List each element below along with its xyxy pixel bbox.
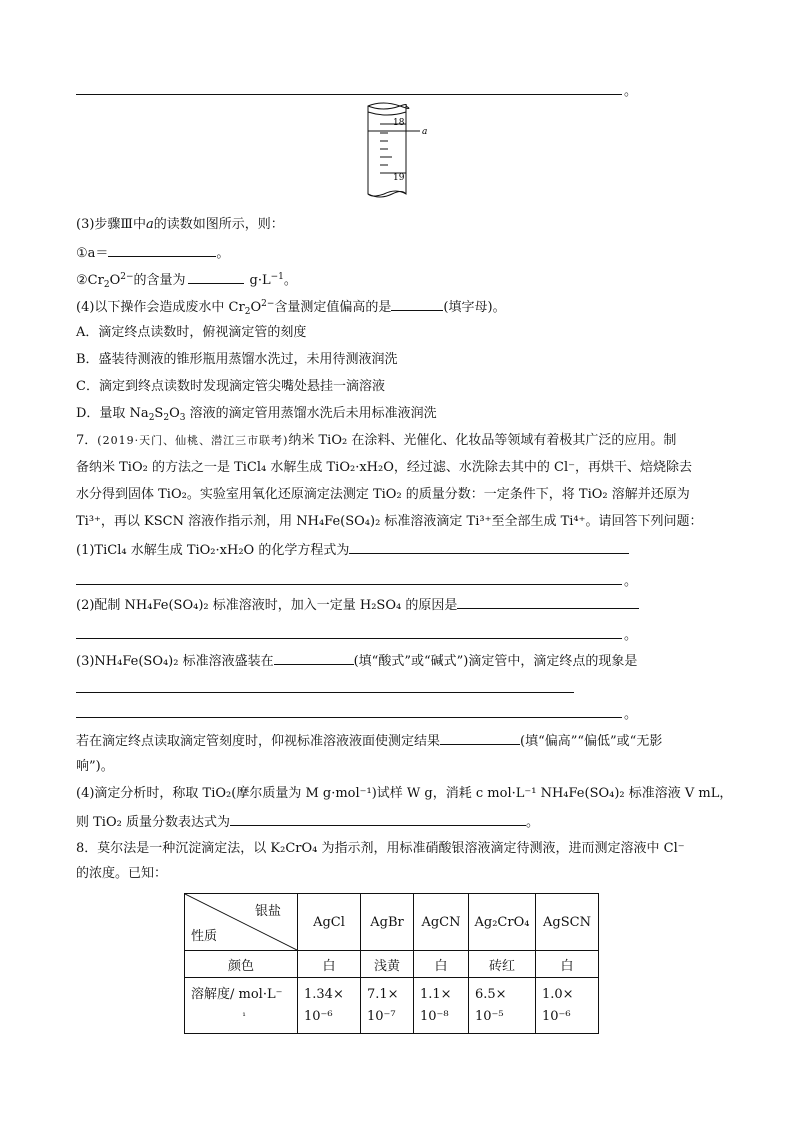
answer-blank: [440, 731, 520, 745]
q7-line-2: 备纳米 TiO₂ 的方法之一是 TiCl₄ 水解生成 TiO₂·xH₂O，经过滤、水洗除去其中的 Cl⁻，再烘干、焙烧除去: [76, 460, 692, 475]
corner-bottom-label: 性质: [191, 929, 218, 944]
answer-blank: [230, 812, 526, 826]
table-header-cell: AgSCN: [536, 894, 599, 951]
table-row-color: [185, 951, 599, 978]
q3-part1: ①a＝ 。: [76, 243, 720, 263]
answer-blank: [457, 595, 639, 609]
table-cell: 7.1× 10⁻⁷: [361, 978, 414, 1034]
table-header-cell: AgCN: [414, 894, 469, 951]
answer-line: [76, 94, 622, 95]
q7-sub-4-cont: 则 TiO₂ 质量分数表达式为 。: [76, 812, 720, 832]
q7-sub-2: (2)配制 NH₄Fe(SO₄)₂ 标准溶液时，加入一定量 H₂SO₄ 的原因是: [76, 595, 720, 615]
q4-option-b: B．盛装待测液的锥形瓶用蒸馏水洗过，未用待测液润洗: [76, 352, 398, 367]
table-header-row: [185, 894, 599, 951]
q7-sub-4: (4)滴定分析时，称取 TiO₂(摩尔质量为 M g·mol⁻¹)试样 W g，消耗 c mol·L⁻¹ NH₄Fe(SO₄)₂ 标准溶液 V mL，: [76, 786, 733, 801]
answer-blank: [274, 651, 354, 665]
table-header-cell: Ag₂CrO₄: [469, 894, 536, 951]
q3-part2: $②Cr_2O^{2-}$的含量为 $g\cdot L^{-1}$。: [76, 272, 297, 290]
q4-option-c: C．滴定到终点读数时发现滴定管尖嘴处悬挂一滴溶液: [76, 379, 385, 394]
answer-blank: [391, 297, 443, 311]
table-cell: 1.34× 10⁻⁶: [298, 978, 361, 1034]
table-cell: 白: [298, 951, 361, 978]
period: 。: [624, 574, 638, 589]
q7-sub-3-tail: 响”)。: [76, 759, 114, 774]
period: 。: [624, 84, 638, 99]
table-cell: 1.1× 10⁻⁸: [414, 978, 469, 1034]
table-cell: 白: [536, 951, 599, 978]
answer-line: [76, 584, 622, 585]
q7-line-4: Ti³⁺，再以 KSCN 溶液作指示剂，用 NH₄Fe(SO₄)₂ 标准溶液滴定 Ti³⁺至全部生成 Ti⁴⁺。请回答下列问题：: [76, 514, 703, 529]
q8-line-1: 8．莫尔法是一种沉淀滴定法，以 K₂CrO₄ 为指示剂，用标准硝酸银溶液滴定待测液，进而测定溶液中 Cl⁻: [76, 841, 685, 856]
answer-line: [76, 638, 622, 639]
answer-line: [76, 692, 574, 693]
burette-label-19: 19: [393, 173, 405, 183]
q4-stem: (4)以下操作会造成废水中 $Cr_2O^{2-}$含量测定值偏高的是 (填字母)。: [76, 299, 506, 317]
answer-blank: [188, 270, 244, 284]
q4-option-d: D．量取 $Na_2S_2O_3$ 溶液的滴定管用蒸馏水洗后未用标准液润洗: [76, 406, 437, 423]
q8-line-2: 的浓度。已知：: [76, 866, 168, 881]
q7-sub-3-cont: 若在滴定终点读取滴定管刻度时，仰视标准溶液液面使测定结果 (填“偏高”“偏低”或“无影: [76, 731, 720, 751]
burette-label-a: a: [422, 127, 428, 137]
table-cell: 1.0× 10⁻⁶: [536, 978, 599, 1034]
row-label: 颜色: [185, 951, 298, 978]
silver-salt-table: [184, 893, 599, 1034]
q7-line-3: 水分得到固体 TiO₂。实验室用氧化还原滴定法测定 TiO₂ 的质量分数：一定条件下，将 TiO₂ 溶解并还原为: [76, 487, 690, 502]
answer-blank: [108, 243, 216, 257]
q4-option-a: A．滴定终点读数时，俯视滴定管的刻度: [76, 325, 307, 340]
table-header-cell: AgCl: [298, 894, 361, 951]
table-cell: 砖红: [469, 951, 536, 978]
q7-line-1: 7．(2019·天门、仙桃、潜江三市联考)纳米 TiO₂ 在涂料、光催化、化妆品等领域有着极其广泛的应用。制: [76, 433, 677, 448]
period: 。: [624, 707, 638, 722]
burette-figure: [358, 100, 438, 200]
answer-line: [76, 717, 622, 718]
answer-blank: [349, 540, 629, 554]
row-label: 溶解度/ mol·L⁻ ¹: [185, 978, 298, 1034]
table-cell: 白: [414, 951, 469, 978]
burette-label-18: 18: [393, 118, 405, 128]
table-row-solubility: [185, 978, 599, 1034]
table-cell: 浅黄: [361, 951, 414, 978]
q7-sub-1: (1)TiCl₄ 水解生成 TiO₂·xH₂O 的化学方程式为: [76, 540, 720, 560]
table-header-cell: AgBr: [361, 894, 414, 951]
table-cell: 6.5× 10⁻⁵: [469, 978, 536, 1034]
q7-sub-3: (3)NH₄Fe(SO₄)₂ 标准溶液盛装在 (填“酸式”或“碱式”)滴定管中，滴定终点的现象是: [76, 651, 720, 671]
corner-top-label: 银盐: [254, 904, 281, 919]
table-corner-cell: [185, 894, 298, 951]
q3-intro: (3)步骤Ⅲ中a的读数如图所示，则：: [76, 217, 284, 232]
period: 。: [624, 628, 638, 643]
